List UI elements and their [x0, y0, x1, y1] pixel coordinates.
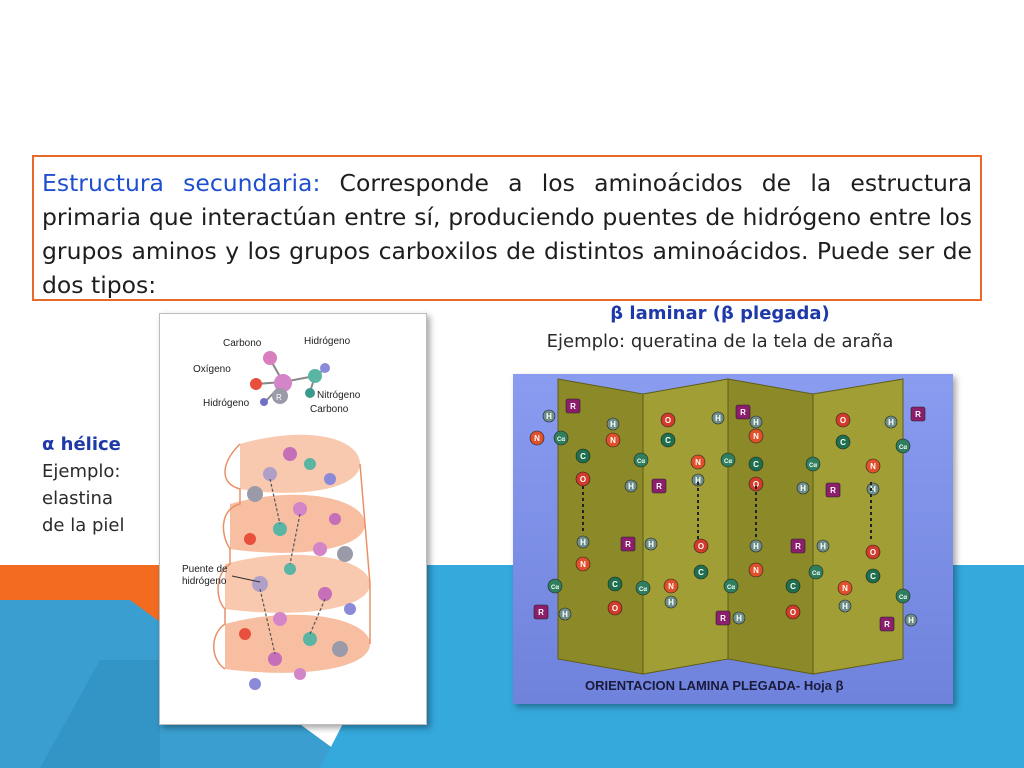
atom-label-c-20: C [753, 460, 759, 469]
atom-label-h-1: H [546, 412, 552, 421]
definition-text [42, 166, 972, 302]
atom-label-n-42: N [668, 582, 674, 591]
atom-label-h-7: H [610, 420, 616, 429]
atom-label-r-35: R [538, 608, 544, 617]
atom-label-r-24: R [830, 486, 836, 495]
definition-body: Corresponde a los aminoácidos de la estructura primaria que interactúan entre sí, produciendo puentes de hidrógeno entre los grupos aminos y los grupos carboxilos de distintos aminoácidos. Puede ser de dos tipos: [42, 169, 972, 299]
atom-label-h-23: H [800, 484, 806, 493]
atom-label-c-26: C [840, 438, 846, 447]
atom-label-h-28: H [870, 485, 876, 494]
beta-title: β laminar (β plegada) [610, 303, 830, 324]
atom-label-o-11: O [664, 416, 672, 425]
sheet-caption: ORIENTACION LAMINA PLEGADA- Hoja β [585, 678, 844, 693]
atom-label-r-47: R [720, 614, 726, 623]
alpha-example-2: elastina [42, 488, 113, 509]
helix-label-hidrogeno-top: Hidrógeno [304, 336, 351, 347]
atom-label-o-25: O [839, 416, 847, 425]
atom-label-c-51: C [790, 582, 796, 591]
atom-label-c-12: C [665, 436, 671, 445]
atom-label-ca-29: Cα [898, 445, 908, 451]
alpha-example-3: de la piel [42, 515, 125, 536]
atom-label-ca-15: Cα [723, 459, 733, 465]
definition-keyword: Estructura secundaria: [42, 169, 321, 197]
atom-label-h-19: H [753, 418, 759, 427]
beta-sheet-figure [513, 374, 953, 704]
alpha-label [42, 431, 152, 539]
atom-label-h-14: H [695, 476, 701, 485]
atom-label-o-56: O [869, 548, 877, 557]
atom-label-c-45: C [698, 568, 704, 577]
atom-label-n-27: N [870, 462, 876, 471]
atom-label-n-2: N [534, 434, 540, 443]
atom-label-n-18: N [753, 432, 759, 441]
atom-label-ca-8: Cα [636, 459, 646, 465]
atom-label-h-48: H [736, 614, 742, 623]
atom-label-r-39: R [625, 540, 631, 549]
atom-label-o-44: O [697, 542, 705, 551]
alpha-title: α hélice [42, 434, 121, 455]
beta-label [520, 300, 920, 356]
atom-label-c-37: C [612, 580, 618, 589]
atom-label-ca-41: Cα [638, 587, 648, 593]
atom-label-h-59: H [842, 602, 848, 611]
atom-label-ca-22: Cα [808, 463, 818, 469]
atom-label-n-33: N [580, 560, 586, 569]
atom-label-h-40: H [648, 540, 654, 549]
beta-example: Ejemplo: queratina de la tela de araña [546, 331, 894, 352]
atom-label-h-32: H [580, 538, 586, 547]
atom-label-h-30: H [888, 418, 894, 427]
atom-label-h-36: H [562, 610, 568, 619]
atom-label-h-9: H [628, 482, 634, 491]
atom-label-h-16: H [715, 414, 721, 423]
atom-label-n-58: N [842, 584, 848, 593]
atom-label-n-50: N [753, 566, 759, 575]
helix-label-hidrogeno-bottom: Hidrógeno [203, 398, 250, 409]
helix-label-puente-2: hidrógeno [182, 576, 227, 587]
atom-label-r-0: R [570, 402, 576, 411]
alpha-example-1: Ejemplo: [42, 461, 121, 482]
definition-box [32, 155, 982, 301]
atom-label-h-49: H [753, 542, 759, 551]
helix-label-carbono-bottom: Carbono [310, 404, 349, 415]
helix-legend-molecule [193, 336, 361, 415]
atom-label-ca-60: Cα [898, 595, 908, 601]
atom-label-o-5: O [579, 475, 587, 484]
atom-label-c-4: C [580, 452, 586, 461]
alpha-helix-figure [159, 313, 427, 725]
atom-label-o-21: O [752, 480, 760, 489]
helix-label-oxigeno: Oxígeno [193, 364, 231, 375]
helix-label-carbono-top: Carbono [223, 338, 262, 349]
atom-label-o-38: O [611, 604, 619, 613]
atom-label-h-62: H [908, 616, 914, 625]
atom-label-r-61: R [884, 620, 890, 629]
helix-label-puente-1: Puente de [182, 564, 228, 575]
beta-sheet-illustration [513, 374, 953, 704]
atom-label-r-31: R [915, 410, 921, 419]
alpha-helix-illustration [160, 314, 426, 724]
atom-label-h-54: H [820, 542, 826, 551]
atom-label-ca-3: Cα [556, 437, 566, 443]
atom-label-ca-46: Cα [726, 585, 736, 591]
atom-label-r-53: R [795, 542, 801, 551]
atom-label-c-57: C [870, 572, 876, 581]
atom-label-ca-34: Cα [550, 585, 560, 591]
helix-label-nitrogeno: Nitrógeno [317, 390, 361, 401]
atom-label-ca-55: Cα [811, 571, 821, 577]
atom-label-n-6: N [610, 436, 616, 445]
atom-label-r-17: R [740, 408, 746, 417]
atom-label-h-43: H [668, 598, 674, 607]
atom-label-n-13: N [695, 458, 701, 467]
atom-label-r-10: R [656, 482, 662, 491]
helix-label-r: R [276, 393, 282, 402]
atom-label-o-52: O [789, 608, 797, 617]
